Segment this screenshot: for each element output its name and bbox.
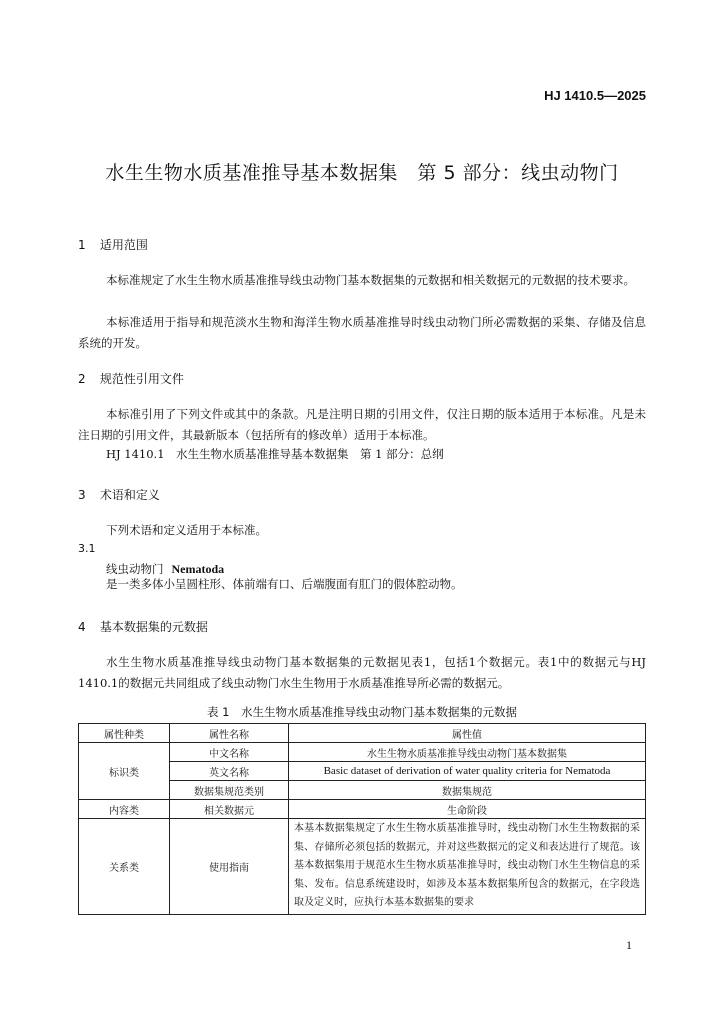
attr-name: 使用指南 [170,819,289,915]
section-1-paragraph-1: 本标准规定了水生生物水质基准推导线虫动物门基本数据集的元数据和相关数据元的元数据的技术要求。 [106,273,635,287]
section-number: 1 [78,238,86,252]
section-title: 规范性引用文件 [99,372,184,386]
table-caption: 表 1 水生生物水质基准推导线虫动物门基本数据集的元数据 [207,705,517,719]
table-header-row [79,724,646,743]
attr-name: 中文名称 [170,743,289,762]
attr-value: 水生生物水质基准推导线虫动物门基本数据集 [289,743,646,762]
section-number: 3 [78,488,86,502]
section-4-heading [78,618,208,635]
attr-value: 生命阶段 [289,800,646,819]
normative-reference: HJ 1410.1 水生生物水质基准推导基本数据集 第 1 部分：总纲 [106,447,444,461]
group-relation: 关系类 [79,819,170,915]
terms-intro: 下列术语和定义适用于本标准。 [106,523,267,537]
section-title: 术语和定义 [99,488,160,502]
section-number: 2 [78,372,86,386]
attr-name: 英文名称 [170,762,289,781]
attr-value: 数据集规范 [289,781,646,800]
term-chinese: 线虫动物门 [106,562,164,576]
section-1-heading [78,236,148,253]
table-row [79,743,646,762]
metadata-table [78,723,646,915]
section-2-heading [78,370,184,387]
table-row [79,819,646,915]
section-3-heading [78,486,160,503]
table-header-cell: 属性种类 [79,724,170,743]
attr-value: 本基本数据集规定了水生生物水质基准推导时，线虫动物门水生生物数据的采集、存储所必须包括的数据元，并对这些数据元的定义和表达进行了规范。该基本数据集用于规范水生生物水质基准推导时，线虫动物门水生生物信息的采集、发布。信息系统建设时，如涉及本基本数据集所包含的数据元，在字段选取及定义时，应执行本基本数据集的要求 [289,819,646,915]
section-1-paragraph-2: 本标准适用于指导和规范淡水生物和海洋生物水质基准推导时线虫动物门所必需数据的采集、存储及信息系统的开发。 [78,315,646,350]
page-number: 1 [626,938,632,952]
attr-value: Basic dataset of derivation of water quality criteria for Nematoda [289,762,646,781]
section-title: 适用范围 [99,238,148,252]
section-2-paragraph-1: 本标准引用了下列文件或其中的条款。凡是注明日期的引用文件，仅注日期的版本适用于本标准。凡是未注日期的引用文件，其最新版本（包括所有的修改单）适用于本标准。 [78,407,646,442]
document-title: 水生生物水质基准推导基本数据集 第 5 部分：线虫动物门 [105,162,619,184]
document-code: HJ 1410.5—2025 [544,88,646,103]
section-title: 基本数据集的元数据 [99,620,208,634]
term-number: 3.1 [78,542,96,555]
group-content: 内容类 [79,800,170,819]
attr-name: 相关数据元 [170,800,289,819]
section-4-paragraph-1: 水生生物水质基准推导线虫动物门基本数据集的元数据见表1，包括1个数据元。表1中的数据元与HJ 1410.1的数据元共同组成了线虫动物门水生生物用于水质基准推导所必需的数据元。 [78,655,646,690]
table-header-cell: 属性名称 [170,724,289,743]
table-row [79,800,646,819]
attr-name: 数据集规范类别 [170,781,289,800]
term-definition: 是一类多体小呈圆柱形、体前端有口、后端腹面有肛门的假体腔动物。 [106,577,463,591]
term-english: Nematoda [171,562,225,576]
section-number: 4 [78,620,86,634]
group-identification: 标识类 [79,743,170,800]
table-header-cell: 属性值 [289,724,646,743]
